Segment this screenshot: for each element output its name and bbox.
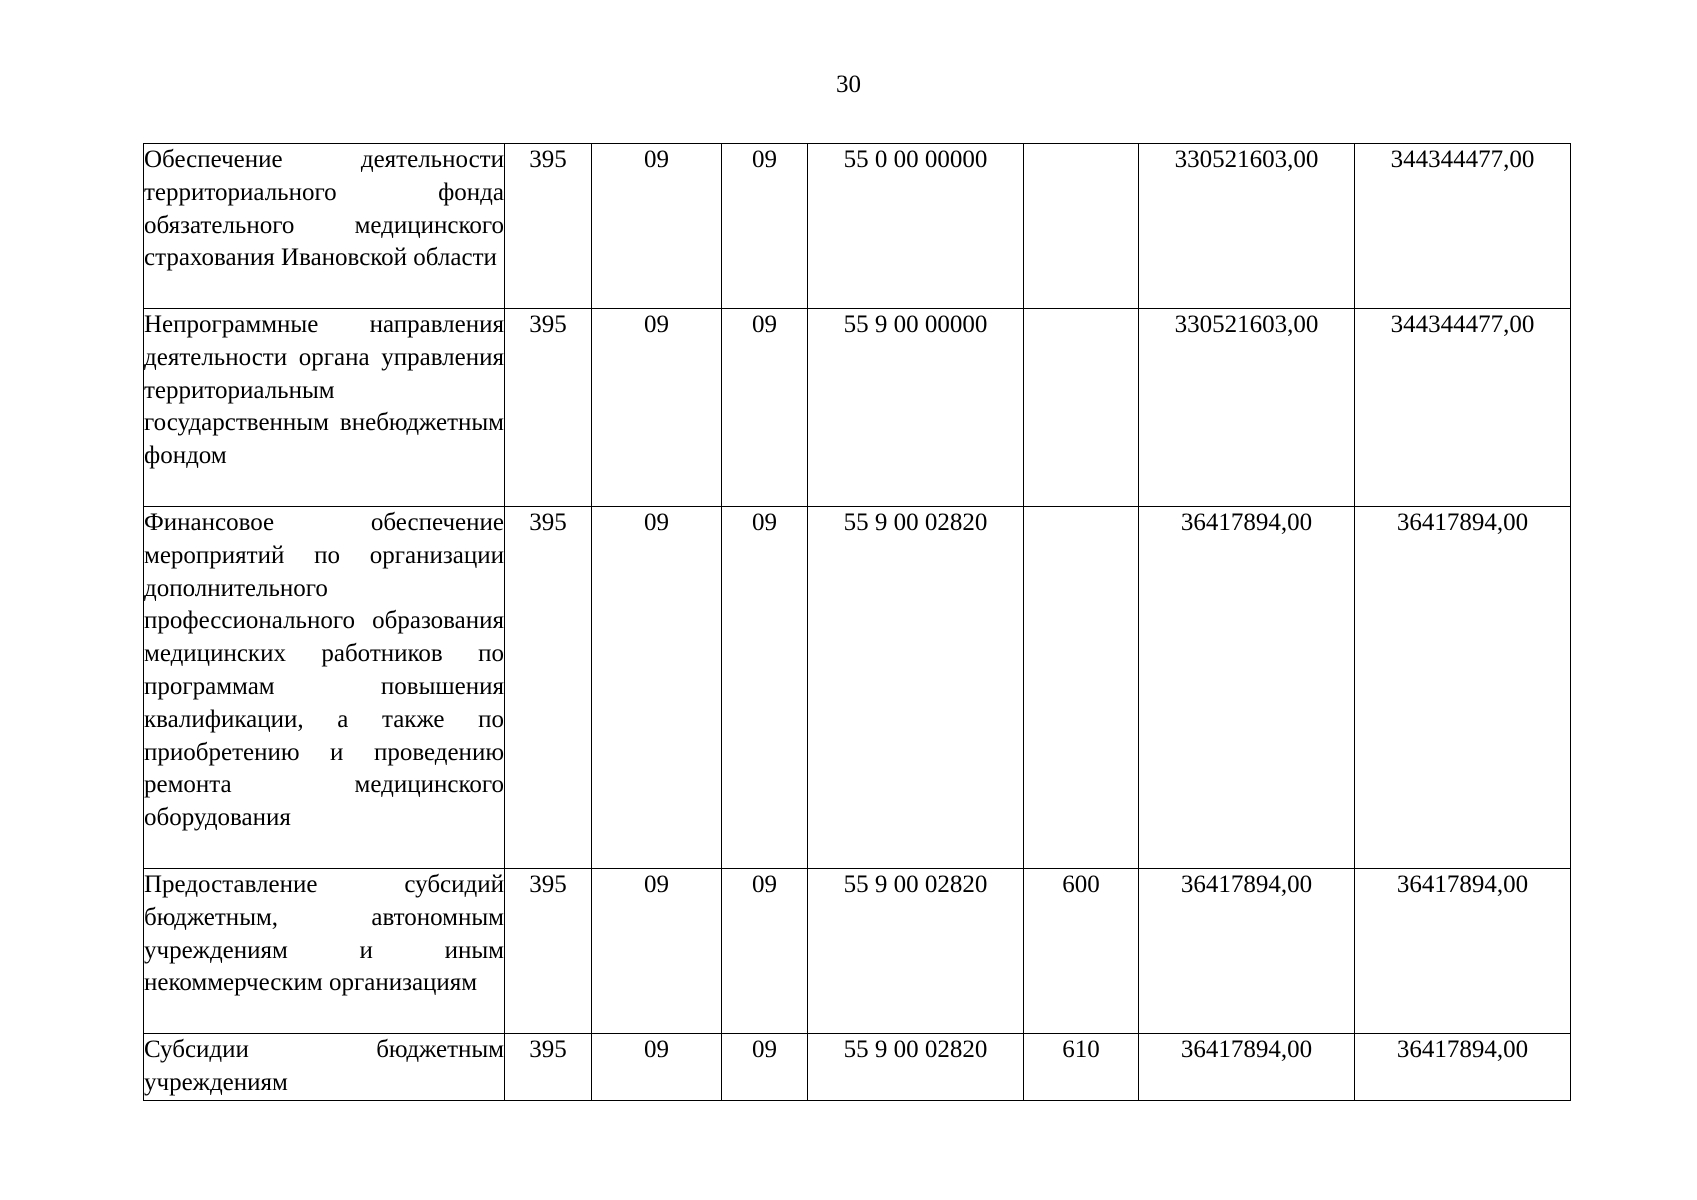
csr-cell: 55 9 00 02820 (808, 869, 1024, 1034)
csr-cell: 55 9 00 00000 (808, 309, 1024, 507)
row-name-cell: Финансовое обеспечение мероприятий по организации дополнительного профессионального образования медицинских работников по программам повышения квалификации, а также по приобретению и проведению ремонта медицинского оборудования (144, 507, 505, 869)
sum-year1-cell: 330521603,00 (1139, 144, 1355, 309)
pr-cell: 09 (722, 1034, 808, 1101)
gr-cell: 395 (505, 309, 592, 507)
rz-cell: 09 (592, 869, 722, 1034)
page-number: 30 (836, 71, 861, 98)
rz-cell: 09 (592, 144, 722, 309)
csr-cell: 55 9 00 02820 (808, 1034, 1024, 1101)
rz-cell: 09 (592, 309, 722, 507)
gr-cell: 395 (505, 869, 592, 1034)
vr-cell (1024, 309, 1139, 507)
pr-cell: 09 (722, 507, 808, 869)
csr-cell: 55 0 00 00000 (808, 144, 1024, 309)
rz-cell: 09 (592, 507, 722, 869)
sum-year1-cell: 36417894,00 (1139, 869, 1355, 1034)
sum-year2-cell: 36417894,00 (1355, 1034, 1571, 1101)
sum-year2-cell: 36417894,00 (1355, 869, 1571, 1034)
gr-cell: 395 (505, 144, 592, 309)
pr-cell: 09 (722, 309, 808, 507)
gr-cell: 395 (505, 1034, 592, 1101)
rz-cell: 09 (592, 1034, 722, 1101)
vr-cell: 600 (1024, 869, 1139, 1034)
pr-cell: 09 (722, 144, 808, 309)
row-name-cell: Обеспечение деятельности территориального фонда обязательного медицинского страхования Ивановской области (144, 144, 505, 309)
row-name-cell: Предоставление субсидий бюджетным, автономным учреждениям и иным некоммерческим организациям (144, 869, 505, 1034)
pr-cell: 09 (722, 869, 808, 1034)
vr-cell: 610 (1024, 1034, 1139, 1101)
sum-year2-cell: 344344477,00 (1355, 144, 1571, 309)
row-name-cell: Субсидии бюджетным учреждениям (144, 1034, 505, 1101)
table-row (144, 869, 1571, 1034)
sum-year1-cell: 330521603,00 (1139, 309, 1355, 507)
gr-cell: 395 (505, 507, 592, 869)
sum-year1-cell: 36417894,00 (1139, 1034, 1355, 1101)
vr-cell (1024, 144, 1139, 309)
budget-table (143, 143, 1571, 1101)
table-row (144, 309, 1571, 507)
sum-year2-cell: 344344477,00 (1355, 309, 1571, 507)
sum-year1-cell: 36417894,00 (1139, 507, 1355, 869)
sum-year2-cell: 36417894,00 (1355, 507, 1571, 869)
table-row (144, 507, 1571, 869)
table-row (144, 144, 1571, 309)
vr-cell (1024, 507, 1139, 869)
csr-cell: 55 9 00 02820 (808, 507, 1024, 869)
table-row (144, 1034, 1571, 1101)
row-name-cell: Непрограммные направления деятельности органа управления территориальным государственным внебюджетным фондом (144, 309, 505, 507)
